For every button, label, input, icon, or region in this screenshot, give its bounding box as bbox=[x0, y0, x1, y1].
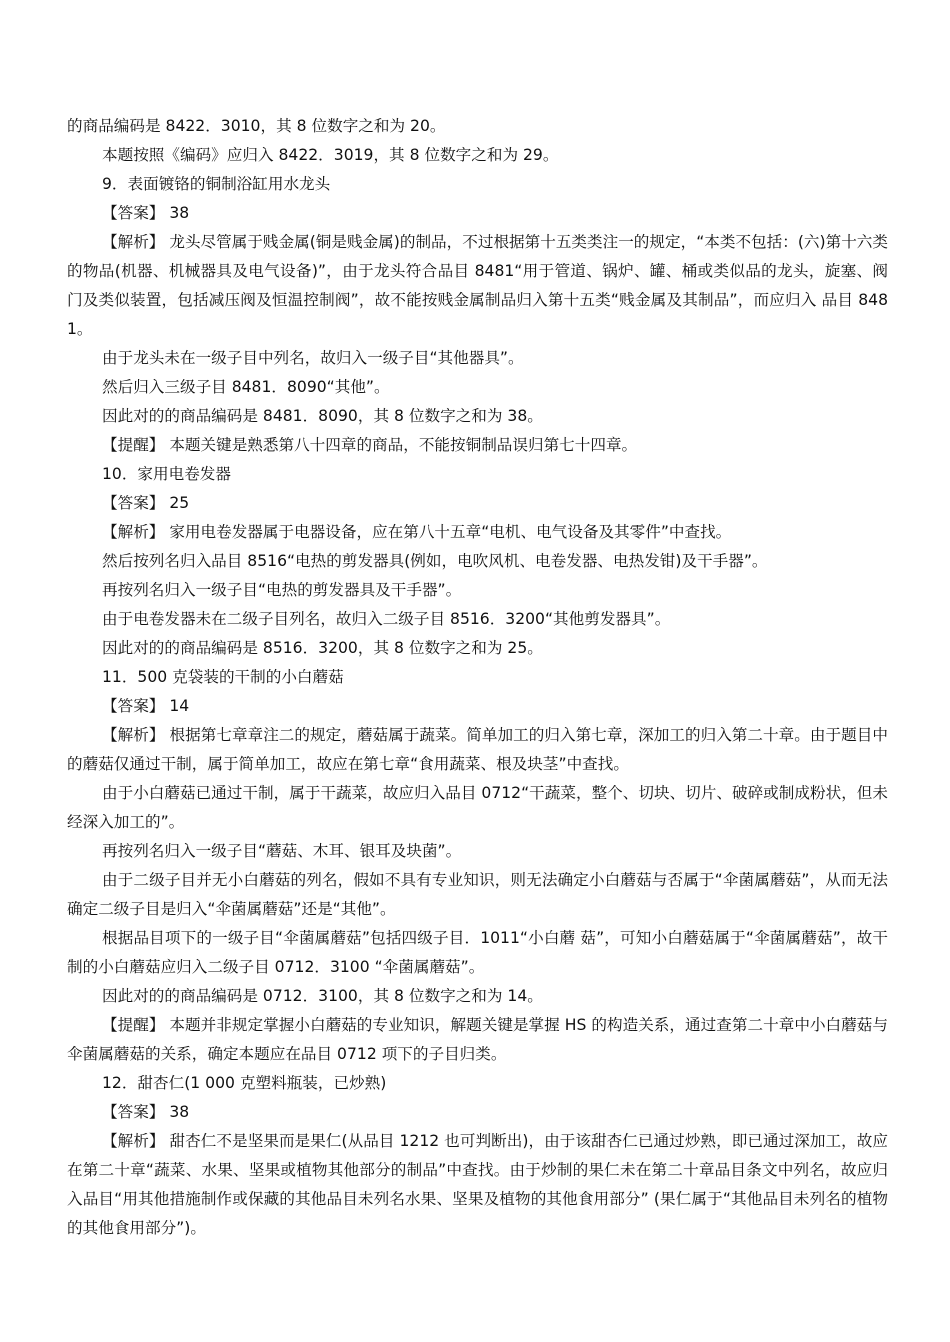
question-9-analysis: 【解析】 龙头尽管属于贱金属(铜是贱金属)的制品，不过根据第十五类类注一的规定，“本类不包括：(六)第十六类的物品(机器、机械器具及电气设备)”，由于龙头符合品目 8481“用于管道、锅炉、罐、桶或类似品的龙头，旋塞、阀门及类似装置，包括减压阀及恒温控制阀”，故不能按贱金属制品归入第十五类“贱金属及其制品”，而应归入 品目 8481。 bbox=[67, 233, 888, 338]
question-11-step-1: 由于小白蘑菇已通过干制，属于干蔬菜，故应归入品目 0712“干蔬菜，整个、切块、切片、破碎或制成粉状，但未经深入加工的”。 bbox=[67, 784, 888, 831]
paragraph-code-8422-3019: 本题按照《编码》应归入 8422．3019，其 8 位数字之和为 29。 bbox=[102, 146, 559, 164]
question-10-title: 10．家用电卷发器 bbox=[102, 465, 231, 483]
question-12-answer: 【答案】 38 bbox=[102, 1103, 190, 1121]
question-12-analysis: 【解析】 甜杏仁不是坚果而是果仁(从品目 1212 也可判断出)，由于该甜杏仁已通过炒熟，即已通过深加工，故应在第二十章“蔬菜、水果、坚果或植物其他部分的制品”中查找。由于炒制的果仁未在第二十章品目条文中列名，故应归入品目“用其他措施制作或保藏的其他品目未列名水果、坚果及植物的其他食用部分” (果仁属于“其他品目未列名的植物的其他食用部分”)。 bbox=[67, 1132, 888, 1237]
paragraph-code-8422-3010: 的商品编码是 8422．3010，其 8 位数字之和为 20。 bbox=[67, 117, 446, 135]
question-10-step-1: 然后按列名归入品目 8516“电热的剪发器具(例如，电吹风机、电卷发器、电热发钳)及干手器”。 bbox=[102, 552, 768, 570]
question-11-reminder: 【提醒】 本题并非规定掌握小白蘑菇的专业知识，解题关键是掌握 HS 的构造关系，通过查第二十章中小白蘑菇与伞菌属蘑菇的关系，确定本题应在品目 0712 项下的子目归类。 bbox=[67, 1016, 888, 1063]
question-9-step-1: 由于龙头未在一级子目中列名，故归入一级子目“其他器具”。 bbox=[102, 349, 524, 367]
question-11-answer: 【答案】 14 bbox=[102, 697, 190, 715]
question-9-step-2: 然后归入三级子目 8481．8090“其他”。 bbox=[102, 378, 390, 396]
question-9-reminder: 【提醒】 本题关键是熟悉第八十四章的商品，不能按铜制品误归第七十四章。 bbox=[102, 436, 638, 454]
question-10-step-3: 由于电卷发器未在二级子目列名，故归入二级子目 8516．3200“其他剪发器具”。 bbox=[102, 610, 671, 628]
question-11-step-3: 由于二级子目并无小白蘑菇的列名，假如不具有专业知识，则无法确定小白蘑菇与否属于“伞菌属蘑菇”，从而无法确定二级子目是归入“伞菌属蘑菇”还是“其他”。 bbox=[67, 871, 888, 918]
question-12-title: 12．甜杏仁(1 000 克塑料瓶装，已炒熟) bbox=[102, 1074, 387, 1092]
question-9-answer: 【答案】 38 bbox=[102, 204, 190, 222]
question-11-step-4: 根据品目项下的一级子目“伞菌属蘑菇”包括四级子目．1011“小白蘑 菇”，可知小白蘑菇属于“伞菌属蘑菇”，故干制的小白蘑菇应归入二级子目 0712．3100 “伞菌属蘑菇”。 bbox=[67, 929, 888, 976]
question-10-answer: 【答案】 25 bbox=[102, 494, 190, 512]
question-11-title: 11．500 克袋装的干制的小白蘑菇 bbox=[102, 668, 344, 686]
question-10-result: 因此对的的商品编码是 8516．3200，其 8 位数字之和为 25。 bbox=[102, 639, 543, 657]
question-11-analysis: 【解析】 根据第七章章注二的规定，蘑菇属于蔬菜。简单加工的归入第七章，深加工的归入第二十章。由于题目中的蘑菇仅通过干制，属于简单加工，故应在第七章“食用蔬菜、根及块茎”中查找。 bbox=[67, 726, 888, 773]
question-11-result: 因此对的的商品编码是 0712．3100，其 8 位数字之和为 14。 bbox=[102, 987, 543, 1005]
question-10-step-2: 再按列名归入一级子目“电热的剪发器具及干手器”。 bbox=[102, 581, 462, 599]
question-10-analysis: 【解析】 家用电卷发器属于电器设备，应在第八十五章“电机、电气设备及其零件”中查找。 bbox=[102, 523, 732, 541]
question-9-title: 9．表面镀铬的铜制浴缸用水龙头 bbox=[102, 175, 331, 193]
question-9-result: 因此对的的商品编码是 8481．8090，其 8 位数字之和为 38。 bbox=[102, 407, 543, 425]
question-11-step-2: 再按列名归入一级子目“蘑菇、木耳、银耳及块菌”。 bbox=[102, 842, 462, 860]
